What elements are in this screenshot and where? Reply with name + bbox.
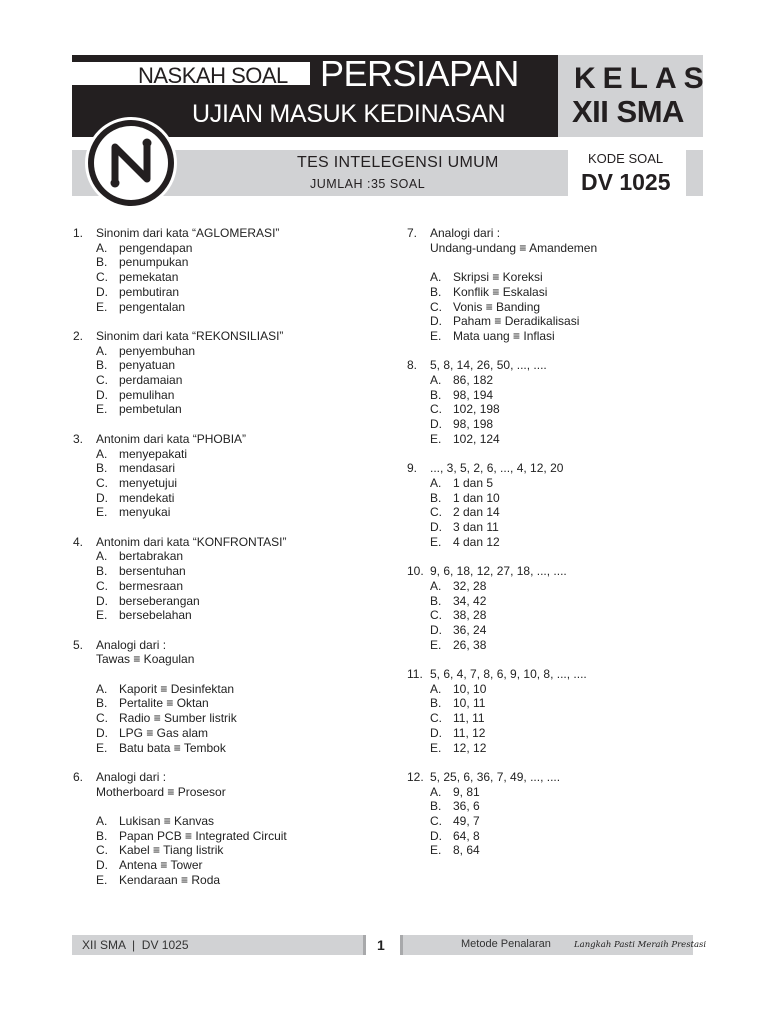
option-text: menyetujui [119,475,178,490]
option-text: 26, 38 [453,637,487,652]
questions-right-column [407,226,707,873]
option-text: Batu bata ≡ Tembok [119,740,226,755]
option-letter: C. [430,402,442,417]
option-text: pemulihan [119,387,175,402]
answer-option [73,505,373,520]
answer-option [407,741,707,756]
question-text: 5, 8, 14, 26, 50, ..., .... [430,358,547,373]
option-text: pemekatan [119,270,179,285]
question-number: 4. [73,534,84,549]
question-text: Undang-undang ≡ Amandemen [430,240,598,255]
option-text: 10, 10 [453,681,487,696]
option-letter: B. [96,461,108,476]
question-text: 5, 25, 6, 36, 7, 49, ..., .... [430,769,561,784]
answer-option [73,711,373,726]
answer-option [73,358,373,373]
footer-section: Metode Penalaran [461,938,551,950]
option-text: Skripsi ≡ Koreksi [453,270,543,285]
answer-option [73,696,373,711]
answer-option [407,417,707,432]
option-letter: D. [96,725,108,740]
option-text: 86, 182 [453,373,494,387]
option-text: bersebelahan [119,608,192,623]
option-letter: B. [96,828,108,843]
option-text: 98, 194 [453,387,494,402]
option-text: Kabel ≡ Tiang listrik [119,843,224,858]
option-letter: C. [96,711,108,726]
question-number: 10. [407,564,424,579]
question-number: 9. [407,461,418,476]
option-text: 98, 198 [453,417,494,432]
question-number: 5. [73,637,84,652]
answer-option [73,373,373,388]
question-item [407,667,707,755]
option-text: 3 dan 11 [453,520,499,535]
answer-option [407,623,707,638]
option-letter: E. [96,608,108,623]
question-item [407,358,707,446]
option-letter: D. [430,417,442,432]
question-item [73,226,373,314]
option-text: LPG ≡ Gas alam [119,725,209,740]
option-text: 2 dan 14 [453,505,500,520]
answer-option [407,799,707,814]
option-text: 102, 198 [453,402,500,417]
option-letter: B. [430,387,442,402]
option-letter: E. [430,740,442,755]
option-letter: D. [96,284,108,299]
questions-left-column [73,226,373,902]
option-letter: B. [96,564,108,579]
answer-option [73,461,373,476]
option-letter: D. [96,858,108,873]
option-text: penyembuhan [119,343,196,358]
answer-option [407,476,707,491]
question-item [73,638,373,756]
answer-option [407,638,707,653]
answer-option [407,785,707,800]
option-text: Lukisan ≡ Kanvas [119,814,215,829]
answer-option [73,814,373,829]
option-text: Papan PCB ≡ Integrated Circuit [119,828,287,843]
question-item [73,535,373,623]
option-letter: A. [96,549,108,564]
option-text: menyepakati [119,446,188,461]
question-text: ..., 3, 5, 2, 6, ..., 4, 12, 20 [430,461,564,476]
option-text: 36, 24 [453,622,487,637]
option-text: 32, 28 [453,578,487,593]
option-text: 10, 11 [453,696,486,711]
option-text: 12, 12 [453,740,487,755]
answer-option [73,594,373,609]
option-text: 11, 11 [453,711,485,726]
option-letter: C. [430,299,442,314]
option-letter: B. [430,490,442,505]
answer-option [73,402,373,417]
answer-option [73,285,373,300]
answer-option [407,432,707,447]
answer-option [407,520,707,535]
option-letter: E. [430,328,442,343]
option-text: mendasari [119,461,176,476]
question-count: JUMLAH :35 SOAL [310,177,426,191]
answer-option [407,505,707,520]
option-letter: C. [96,270,108,285]
question-item [407,564,707,652]
option-letter: A. [96,343,108,358]
option-text: penumpukan [119,255,189,270]
option-text: 8, 64 [453,843,480,858]
option-text: mendekati [119,490,175,505]
option-text: 64, 8 [453,828,480,843]
option-text: 1 dan 5 [453,475,494,490]
question-text: Analogi dari : [96,769,167,784]
answer-option [407,682,707,697]
answer-option [407,711,707,726]
answer-option [73,447,373,462]
answer-option [73,549,373,564]
option-letter: D. [96,387,108,402]
answer-option [407,300,707,315]
answer-option [407,579,707,594]
answer-option [407,696,707,711]
answer-option [407,373,707,388]
question-number: 2. [73,328,84,343]
answer-option [407,314,707,329]
header-title-naskah: NASKAH SOAL [138,63,288,88]
option-letter: C. [430,814,442,829]
option-text: berseberangan [119,593,200,608]
footer-code: XII SMA | DV 1025 [82,938,189,952]
option-letter: B. [430,284,442,299]
header-title-ujian: UJIAN MASUK KEDINASAN [192,100,506,128]
answer-option [407,726,707,741]
kelas-label: KELAS [574,62,711,95]
option-letter: A. [96,681,108,696]
option-text: bermesraan [119,578,184,593]
footer-divider [363,935,366,955]
option-letter: E. [96,505,108,520]
answer-option [407,843,707,858]
option-text: Konflik ≡ Eskalasi [453,284,548,299]
question-text: Antonim dari kata “PHOBIA” [96,431,247,446]
option-text: 4 dan 12 [453,534,500,549]
answer-option [73,344,373,359]
answer-option [407,285,707,300]
option-text: bertabrakan [119,549,184,564]
kode-soal-edge [686,150,703,196]
subject-title: TES INTELEGENSI UMUM [297,154,499,171]
answer-option [407,270,707,285]
answer-option [407,491,707,506]
option-text: perdamaian [119,373,183,388]
option-letter: A. [96,446,108,461]
option-letter: B. [96,255,108,270]
question-text: Analogi dari : [430,226,501,240]
question-text: 5, 6, 4, 7, 8, 6, 9, 10, 8, ..., .... [430,667,587,682]
option-letter: A. [96,814,108,829]
question-text: Antonim dari kata “KONFRONTASI” [96,534,287,549]
option-letter: B. [96,358,108,373]
option-letter: C. [96,373,108,388]
answer-option [407,594,707,609]
option-letter: B. [430,593,442,608]
question-item [407,770,707,858]
option-letter: E. [96,740,108,755]
answer-option [407,608,707,623]
option-text: pembutiran [119,284,180,299]
option-text: Kaporit ≡ Desinfektan [119,681,235,696]
answer-option [407,535,707,550]
option-text: Antena ≡ Tower [119,858,203,873]
answer-option [73,476,373,491]
option-text: bersentuhan [119,564,186,579]
option-text: 1 dan 10 [453,490,500,505]
question-item [73,770,373,888]
question-text: Analogi dari : [96,637,167,652]
option-letter: A. [430,475,442,490]
question-item [73,432,373,520]
option-text: 34, 42 [453,593,487,608]
option-letter: D. [430,622,442,637]
question-number: 7. [407,226,418,240]
option-letter: B. [430,799,442,814]
question-number: 3. [73,431,84,446]
option-text: 49, 7 [453,814,480,829]
answer-option [73,255,373,270]
answer-option [73,300,373,315]
answer-option [73,608,373,623]
option-letter: E. [96,402,108,417]
option-text: Mata uang ≡ Inflasi [453,328,555,343]
option-text: menyukai [119,505,171,520]
option-letter: D. [430,828,442,843]
option-letter: D. [430,725,442,740]
option-text: penyatuan [119,358,176,373]
option-letter: B. [96,696,108,711]
answer-option [73,741,373,756]
option-letter: A. [430,270,442,285]
answer-option [73,270,373,285]
answer-option [407,402,707,417]
question-text: 9, 6, 18, 12, 27, 18, ..., .... [430,564,567,579]
question-number: 6. [73,769,84,784]
answer-option [73,829,373,844]
page-number: 1 [377,937,385,953]
option-text: 38, 28 [453,608,487,623]
option-text: Radio ≡ Sumber listrik [119,711,237,726]
option-letter: B. [430,696,442,711]
option-text: pengendapan [119,240,193,255]
option-text: Paham ≡ Deradikalisasi [453,314,580,329]
option-letter: C. [96,578,108,593]
option-letter: E. [430,534,442,549]
n-letter-logo-icon [85,117,177,209]
answer-option [73,579,373,594]
answer-option [73,873,373,888]
answer-option [73,564,373,579]
answer-option [73,241,373,256]
kode-soal-label: KODE SOAL [588,151,664,166]
answer-option [407,829,707,844]
answer-option [73,858,373,873]
answer-option [407,329,707,344]
header-title-persiapan: PERSIAPAN [320,53,519,94]
question-text: Sinonim dari kata “REKONSILIASI” [96,328,284,343]
option-letter: D. [430,314,442,329]
option-letter: A. [430,578,442,593]
answer-option [73,388,373,403]
answer-option [73,491,373,506]
question-text: Sinonim dari kata “AGLOMERASI” [96,226,280,240]
option-letter: A. [96,240,108,255]
option-letter: E. [96,299,108,314]
answer-option [407,814,707,829]
question-number: 1. [73,226,84,240]
question-number: 8. [407,358,418,373]
option-text: Kendaraan ≡ Roda [119,872,221,887]
question-item [407,226,707,344]
question-item [73,329,373,417]
option-letter: D. [96,593,108,608]
option-letter: A. [430,681,442,696]
option-letter: A. [430,373,442,387]
kelas-value: XII SMA [572,94,684,129]
option-text: 36, 6 [453,799,480,814]
option-letter: E. [430,843,442,858]
footer-slogan: Langkah Pasti Meraih Prestasi [574,940,707,950]
option-text: 9, 81 [453,784,480,799]
option-letter: E. [96,872,108,887]
option-letter: E. [430,431,442,446]
option-text: 11, 12 [453,725,486,740]
kode-soal-value: DV 1025 [581,169,671,195]
answer-option [73,726,373,741]
option-letter: C. [430,505,442,520]
option-letter: C. [430,608,442,623]
option-letter: D. [96,490,108,505]
option-text: pembetulan [119,402,182,417]
option-letter: D. [430,520,442,535]
option-letter: E. [430,637,442,652]
option-letter: C. [96,843,108,858]
answer-option [73,682,373,697]
option-text: Pertalite ≡ Oktan [119,696,209,711]
option-letter: A. [430,784,442,799]
question-number: 12. [407,769,424,784]
question-text: Tawas ≡ Koagulan [96,652,195,667]
question-number: 11. [407,667,423,682]
option-letter: C. [430,711,442,726]
option-letter: C. [96,475,108,490]
answer-option [407,388,707,403]
answer-option [73,843,373,858]
footer-divider [400,935,403,955]
question-item [407,461,707,549]
question-text: Motherboard ≡ Prosesor [96,784,226,799]
option-text: Vonis ≡ Banding [453,299,541,314]
option-text: pengentalan [119,299,186,314]
option-text: 102, 124 [453,431,500,446]
